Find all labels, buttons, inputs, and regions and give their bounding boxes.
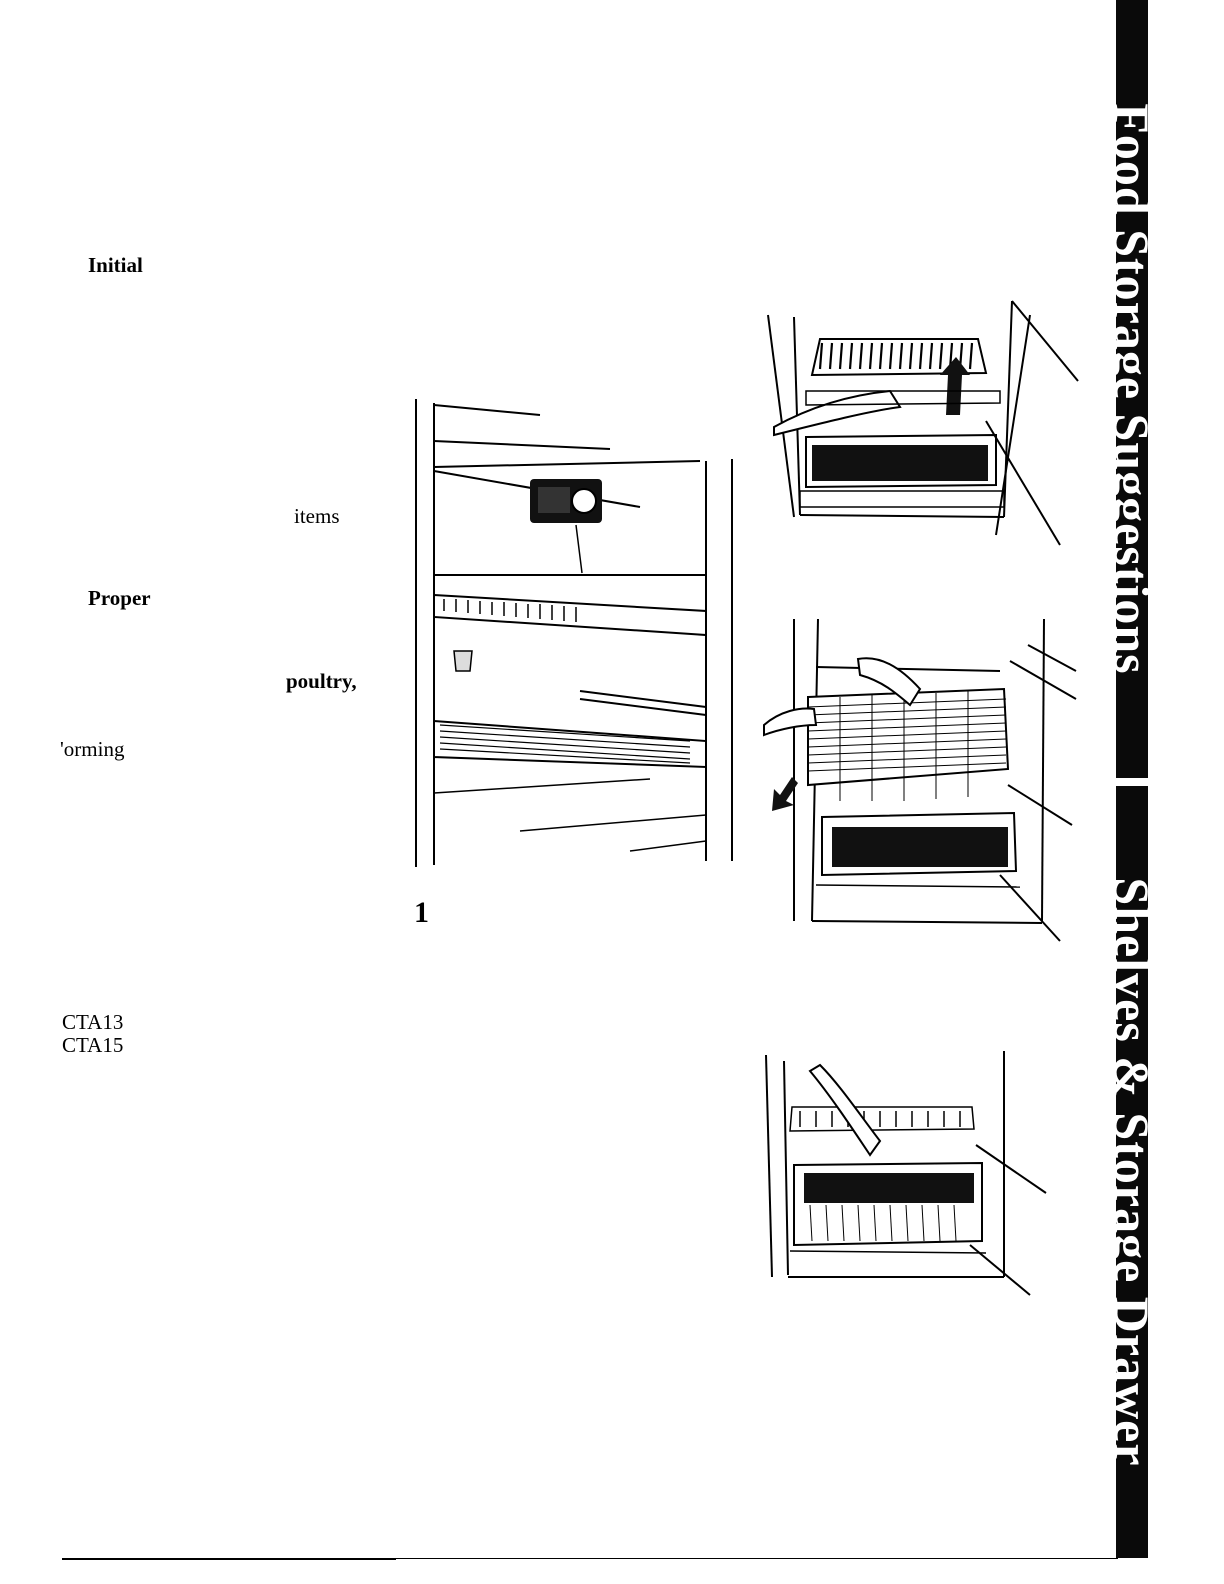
- side-tab-food-storage: [1104, 0, 1160, 778]
- drawer-removal-illustration: [760, 1045, 1060, 1300]
- figure-marker: 1: [414, 896, 429, 929]
- initial-heading: Initial: [88, 253, 143, 277]
- crisper-cover-panel: [808, 689, 1008, 801]
- model-cta13: CTA13: [62, 1010, 124, 1034]
- hand-illustration: [810, 1065, 880, 1155]
- upper-shelf-drawing: [790, 1107, 974, 1131]
- bottom-rule-right: [394, 1558, 1118, 1559]
- model-cta15: CTA15: [62, 1033, 124, 1057]
- hand-illustration: [774, 391, 900, 435]
- side-tab-shelves-drawer: [1104, 786, 1160, 1558]
- forming-text: 'orming: [60, 737, 125, 761]
- items-text: items: [294, 504, 340, 528]
- upper-wire-shelf: [434, 595, 706, 671]
- proper-heading: Proper: [88, 586, 151, 610]
- poultry-text: poultry,: [286, 669, 357, 693]
- temperature-control-box: [530, 479, 602, 573]
- side-tab-shelves-drawer-label: Shelves & Storage Drawer: [1104, 877, 1160, 1467]
- bottom-rule-left: [62, 1558, 396, 1560]
- side-tab-food-storage-label: Food Storage Suggestions: [1104, 103, 1160, 675]
- shelf-removal-illustration: [760, 295, 1085, 545]
- refrigerator-interior-illustration: [410, 395, 740, 875]
- lower-wire-shelf: [434, 691, 706, 767]
- drawer-cover-removal-illustration: [760, 615, 1085, 945]
